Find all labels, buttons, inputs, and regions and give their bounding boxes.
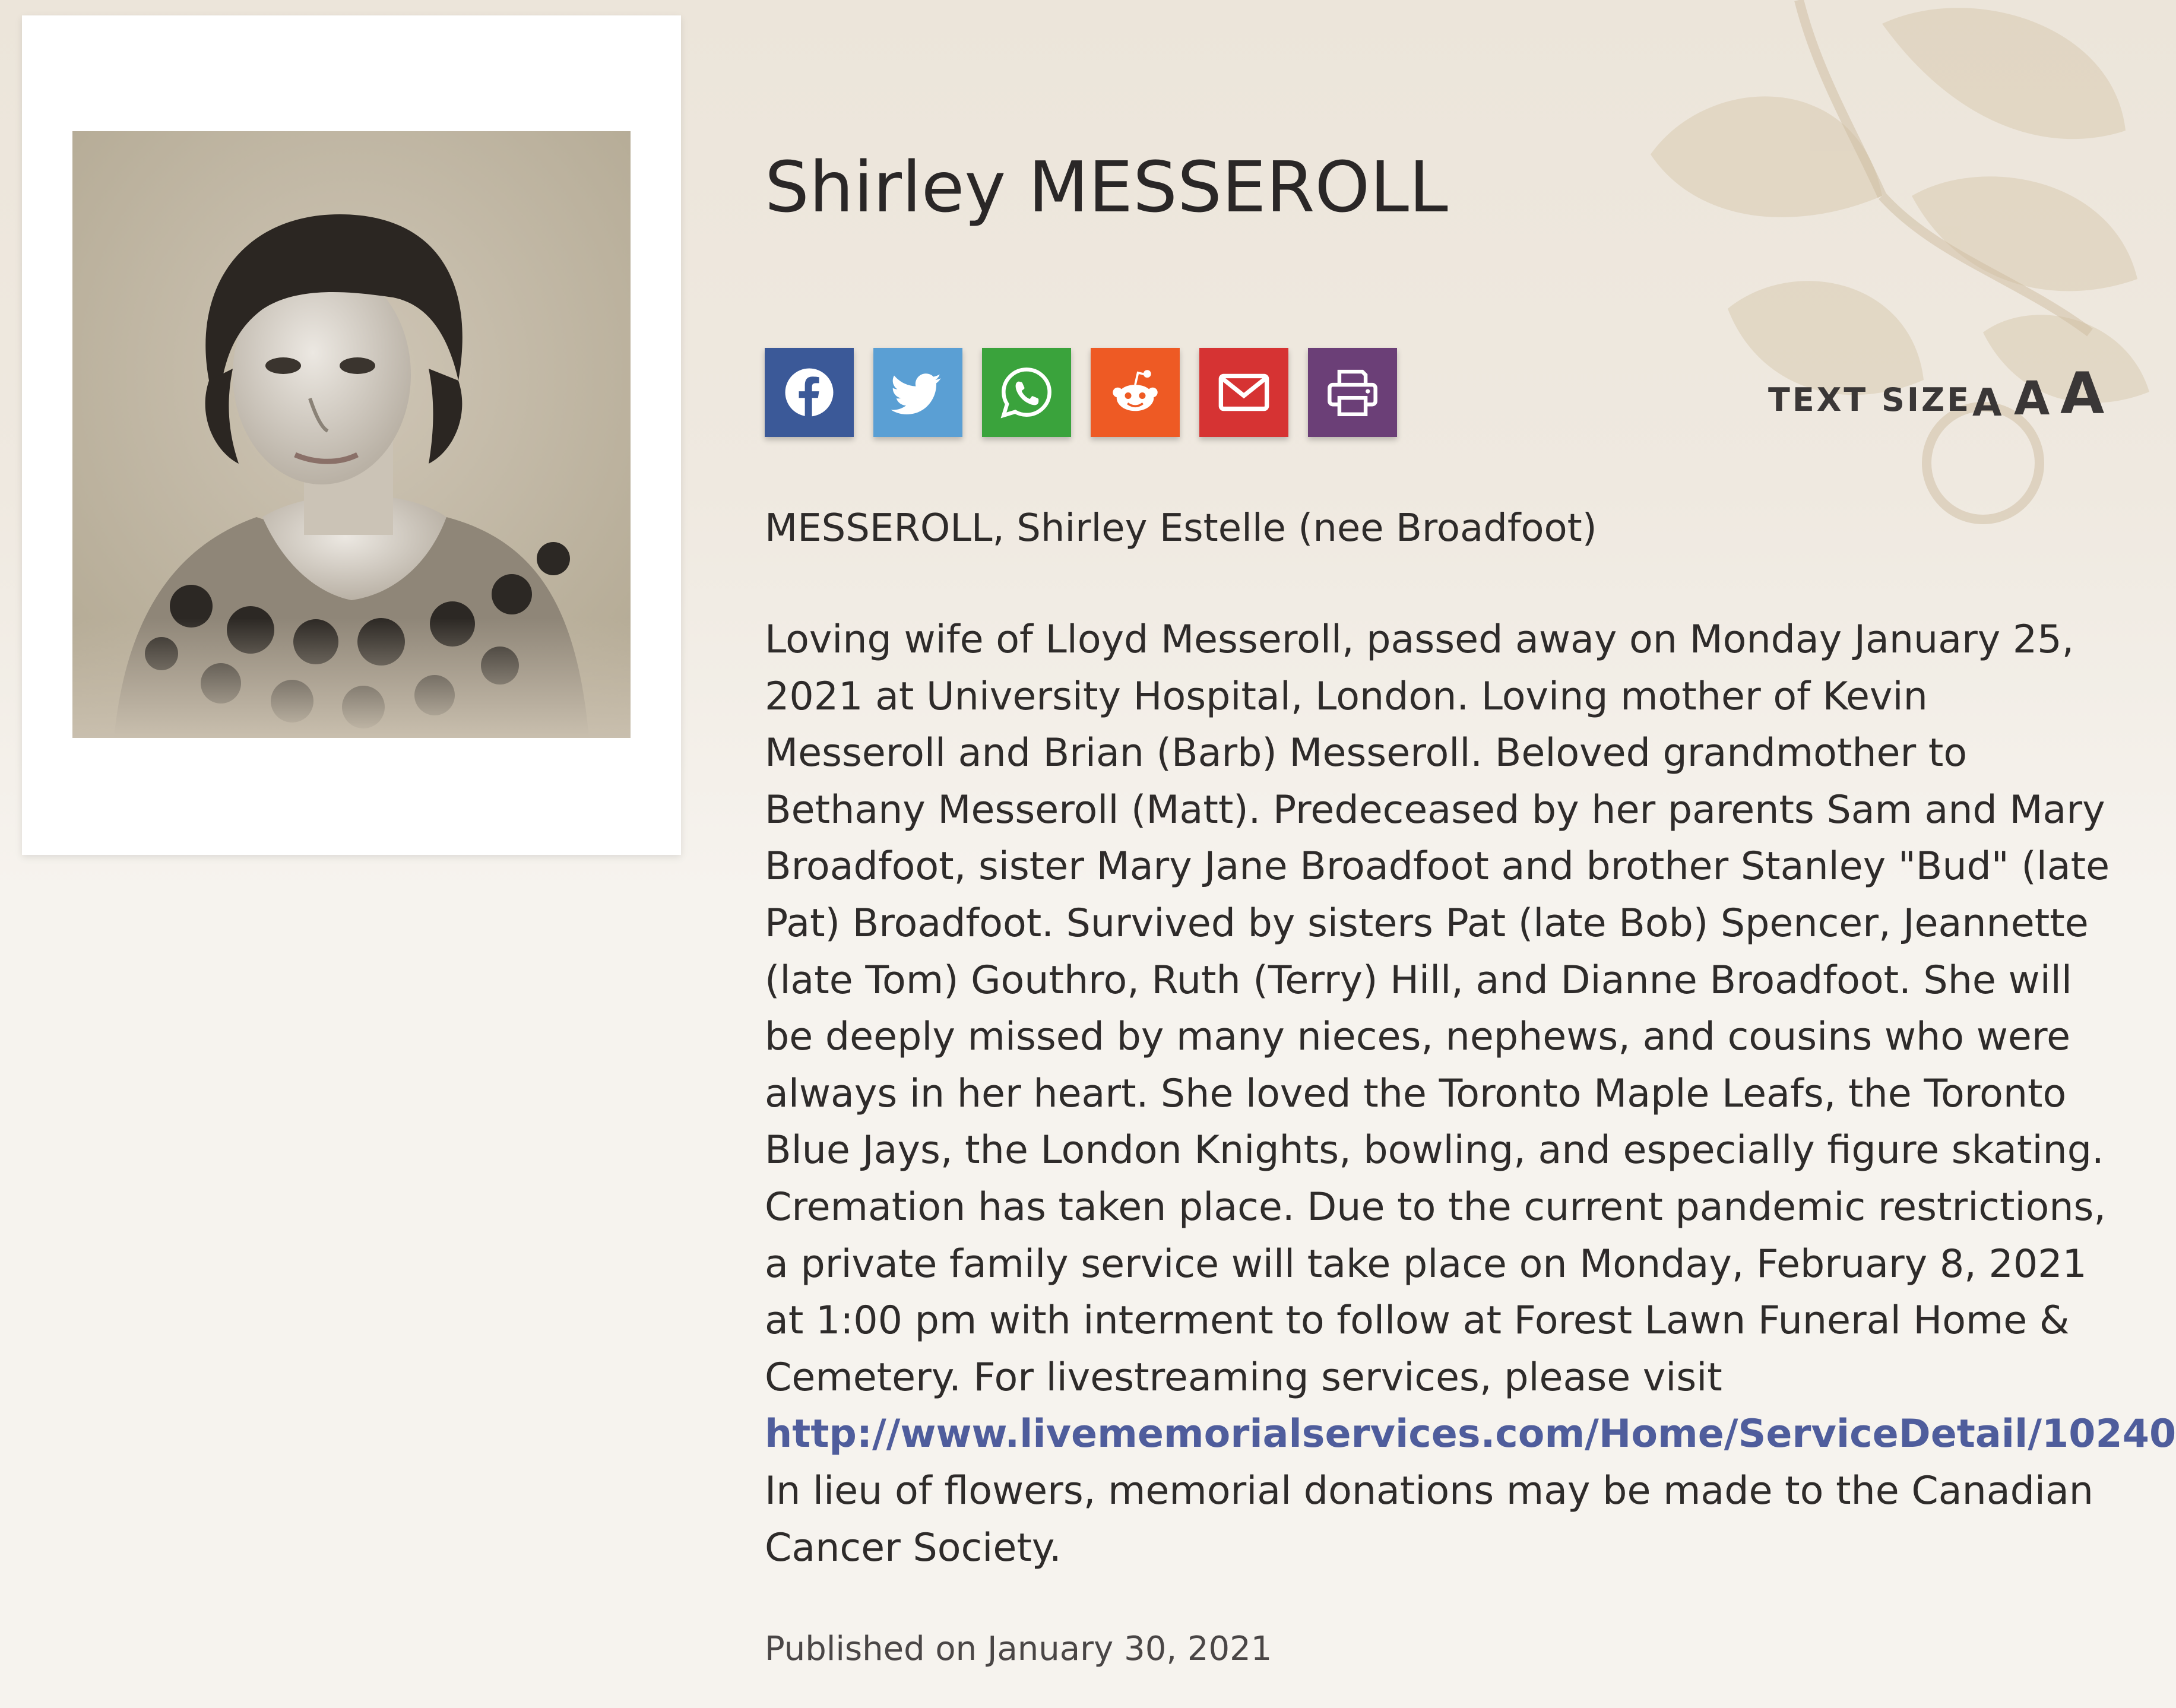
- published-date: Published on January 30, 2021: [765, 1630, 1272, 1668]
- text-size-large-button[interactable]: A: [2060, 360, 2105, 427]
- printer-icon: [1325, 365, 1380, 420]
- whatsapp-icon: [999, 365, 1054, 420]
- portrait-photo: [72, 131, 631, 738]
- text-size-label: TEXT SIZE: [1768, 381, 1972, 419]
- deceased-name: Shirley MESSEROLL: [765, 146, 1448, 228]
- twitter-icon: [891, 365, 945, 420]
- text-size-medium-button[interactable]: A: [2014, 372, 2050, 426]
- obituary-text-part2: In lieu of flowers, memorial donations may be made to the Canadian Cancer Society.: [765, 1468, 2093, 1570]
- facebook-share-button[interactable]: [765, 348, 854, 437]
- livestream-link[interactable]: http://www.livememorialservices.com/Home/ServiceDetail/10240: [765, 1412, 2176, 1457]
- twitter-share-button[interactable]: [873, 348, 962, 437]
- floral-background-decoration: [1603, 0, 2176, 534]
- facebook-icon: [782, 365, 837, 420]
- print-button[interactable]: [1308, 348, 1397, 437]
- text-size-small-button[interactable]: A: [1972, 381, 2002, 425]
- reddit-icon: [1108, 365, 1163, 420]
- obituary-subtitle: MESSEROLL, Shirley Estelle (nee Broadfoot): [765, 506, 1597, 550]
- reddit-share-button[interactable]: [1091, 348, 1180, 437]
- envelope-icon: [1217, 365, 1271, 420]
- portrait-card: [22, 15, 681, 855]
- email-share-button[interactable]: [1199, 348, 1288, 437]
- text-size-control: [1768, 360, 2105, 430]
- obituary-text: [765, 611, 2176, 1576]
- whatsapp-share-button[interactable]: [982, 348, 1071, 437]
- obituary-text-part1: Loving wife of Lloyd Messeroll, passed away on Monday January 25, 2021 at University Hospital, London. Loving mother of Kevin Messeroll and Brian (Barb) Messeroll. Beloved grandmother to Bethany Messeroll (Matt). Predeceased by her parents Sam and Mary Broadfoot, sister Mary Jane Broadfoot and brother Stanley "Bud" (late Pat) Broadfoot. Survived by sisters Pat (late Bob) Spencer, Jeannette (late Tom) Gouthro, Ruth (Terry) Hill, and Dianne Broadfoot. She will be deeply missed by many nieces, nephews, and cousins who were always in her heart. She loved the Toronto Maple Leafs, the Toronto Blue Jays, the London Knights, bowling, and especially figure skating. Cremation has taken place. Due to the current pandemic restrictions, a private family service will take place on Monday, February 8, 2021 at 1:00 pm with interment to follow at Forest Lawn Funeral Home & Cemetery. For livestreaming services, please visit: [765, 617, 2110, 1400]
